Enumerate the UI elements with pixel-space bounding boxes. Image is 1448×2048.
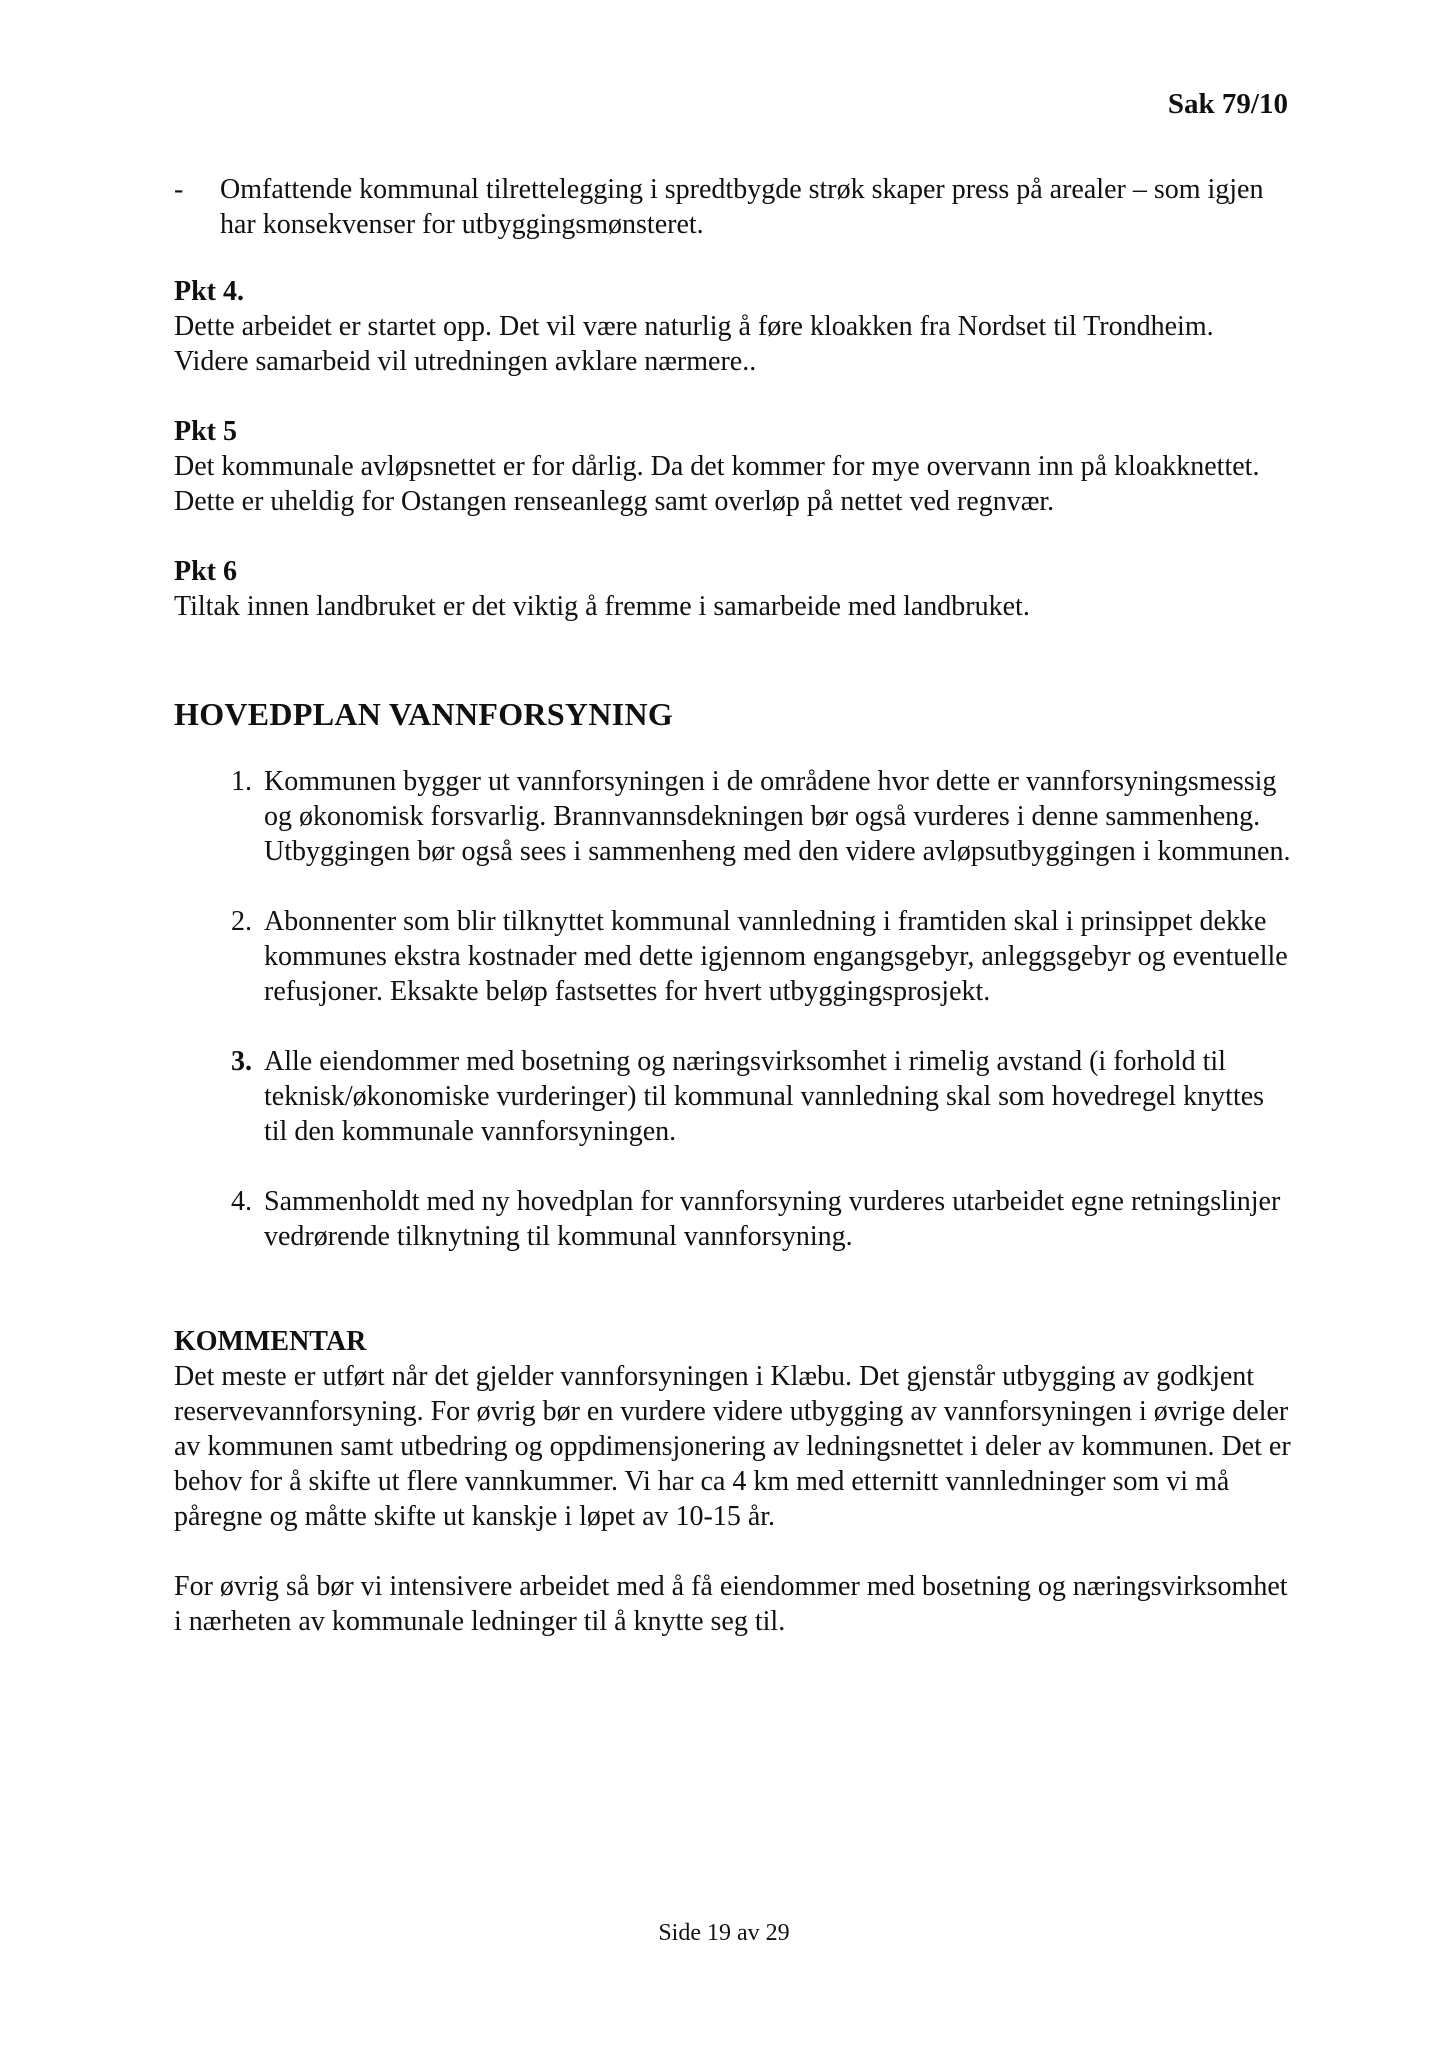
point-4 <box>174 274 1294 379</box>
list-number: 3. <box>231 1046 252 1077</box>
comment-heading: KOMMENTAR <box>174 1326 367 1357</box>
numbered-list <box>174 764 1294 1254</box>
list-item <box>174 764 1294 869</box>
bullet-item <box>174 172 1294 242</box>
list-number: 2. <box>231 906 252 937</box>
point-5 <box>174 414 1294 519</box>
comment-section <box>174 1324 1294 1639</box>
list-item <box>174 1044 1294 1149</box>
case-number: Sak 79/10 <box>1167 88 1288 120</box>
comment-paragraph: For øvrig så bør vi intensivere arbeidet med å få eiendommer med bosetning og næringsvirksomhet i nærheten av kommunale ledninger til å knytte seg til. <box>174 1571 1288 1637</box>
point-text: Det kommunale avløpsnettet er for dårlig. Da det kommer for mye overvann inn på kloakknettet. Dette er uheldig for Ostangen renseanlegg samt overløp på nettet ved regnvær. <box>174 451 1260 517</box>
comment-paragraph: Det meste er utført når det gjelder vannforsyningen i Klæbu. Det gjenstår utbygging av godkjent reservevannforsyning. For øvrig bør en vurdere videre utbygging av vannforsyningen i øvrige deler av kommunen samt utbedring og oppdimensjonering av ledningsnettet i deler av kommunen. Det er behov for å skifte ut flere vannkummer. Vi har ca 4 km med etternitt vannledninger som vi må påregne og måtte skifte ut kanskje i løpet av 10-15 år. <box>174 1361 1291 1532</box>
section-heading: HOVEDPLAN VANNFORSYNING <box>174 696 674 732</box>
point-title: Pkt 6 <box>174 556 237 587</box>
list-number: 4. <box>231 1186 252 1217</box>
bullet-marker: - <box>174 174 184 205</box>
bullet-text: Omfattende kommunal tilrettelegging i spredtbygde strøk skaper press på arealer – som igjen har konsekvenser for utbyggingsmønsteret. <box>220 174 1264 240</box>
point-text: Dette arbeidet er startet opp. Det vil være naturlig å føre kloakken fra Nordset til Trondheim. Videre samarbeid vil utredningen avklare nærmere.. <box>174 311 1214 377</box>
list-text: Kommunen bygger ut vannforsyningen i de områdene hvor dette er vannforsyningsmessig og økonomisk forsvarlig. Brannvannsdekningen bør også vurderes i denne sammenheng. Utbyggingen bør også sees i sammenheng med den videre avløpsutbyggingen i kommunen. <box>264 766 1291 867</box>
list-item <box>174 1184 1294 1254</box>
list-text: Abonnenter som blir tilknyttet kommunal vannledning i framtiden skal i prinsippet dekke kommunes ekstra kostnader med dette igjennom engangsgebyr, anleggsgebyr og eventuelle refusjoner. Eksakte beløp fastsettes for hvert utbyggingsprosjekt. <box>264 906 1288 1007</box>
point-title: Pkt 5 <box>174 416 237 447</box>
list-text: Alle eiendommer med bosetning og næringsvirksomhet i rimelig avstand (i forhold til teknisk/økonomiske vurderinger) til kommunal vannledning skal som hovedregel knyttes til den kommunale vannforsyningen. <box>264 1046 1265 1147</box>
point-title: Pkt 4. <box>174 276 244 307</box>
point-text: Tiltak innen landbruket er det viktig å fremme i samarbeide med landbruket. <box>174 591 1030 622</box>
list-item <box>174 904 1294 1009</box>
list-number: 1. <box>231 766 252 797</box>
document-body <box>174 172 1294 1674</box>
list-text: Sammenholdt med ny hovedplan for vannforsyning vurderes utarbeidet egne retningslinjer vedrørende tilknytning til kommunal vannforsyning. <box>264 1186 1281 1252</box>
page-number: Side 19 av 29 <box>658 1920 790 1946</box>
point-6 <box>174 554 1294 624</box>
